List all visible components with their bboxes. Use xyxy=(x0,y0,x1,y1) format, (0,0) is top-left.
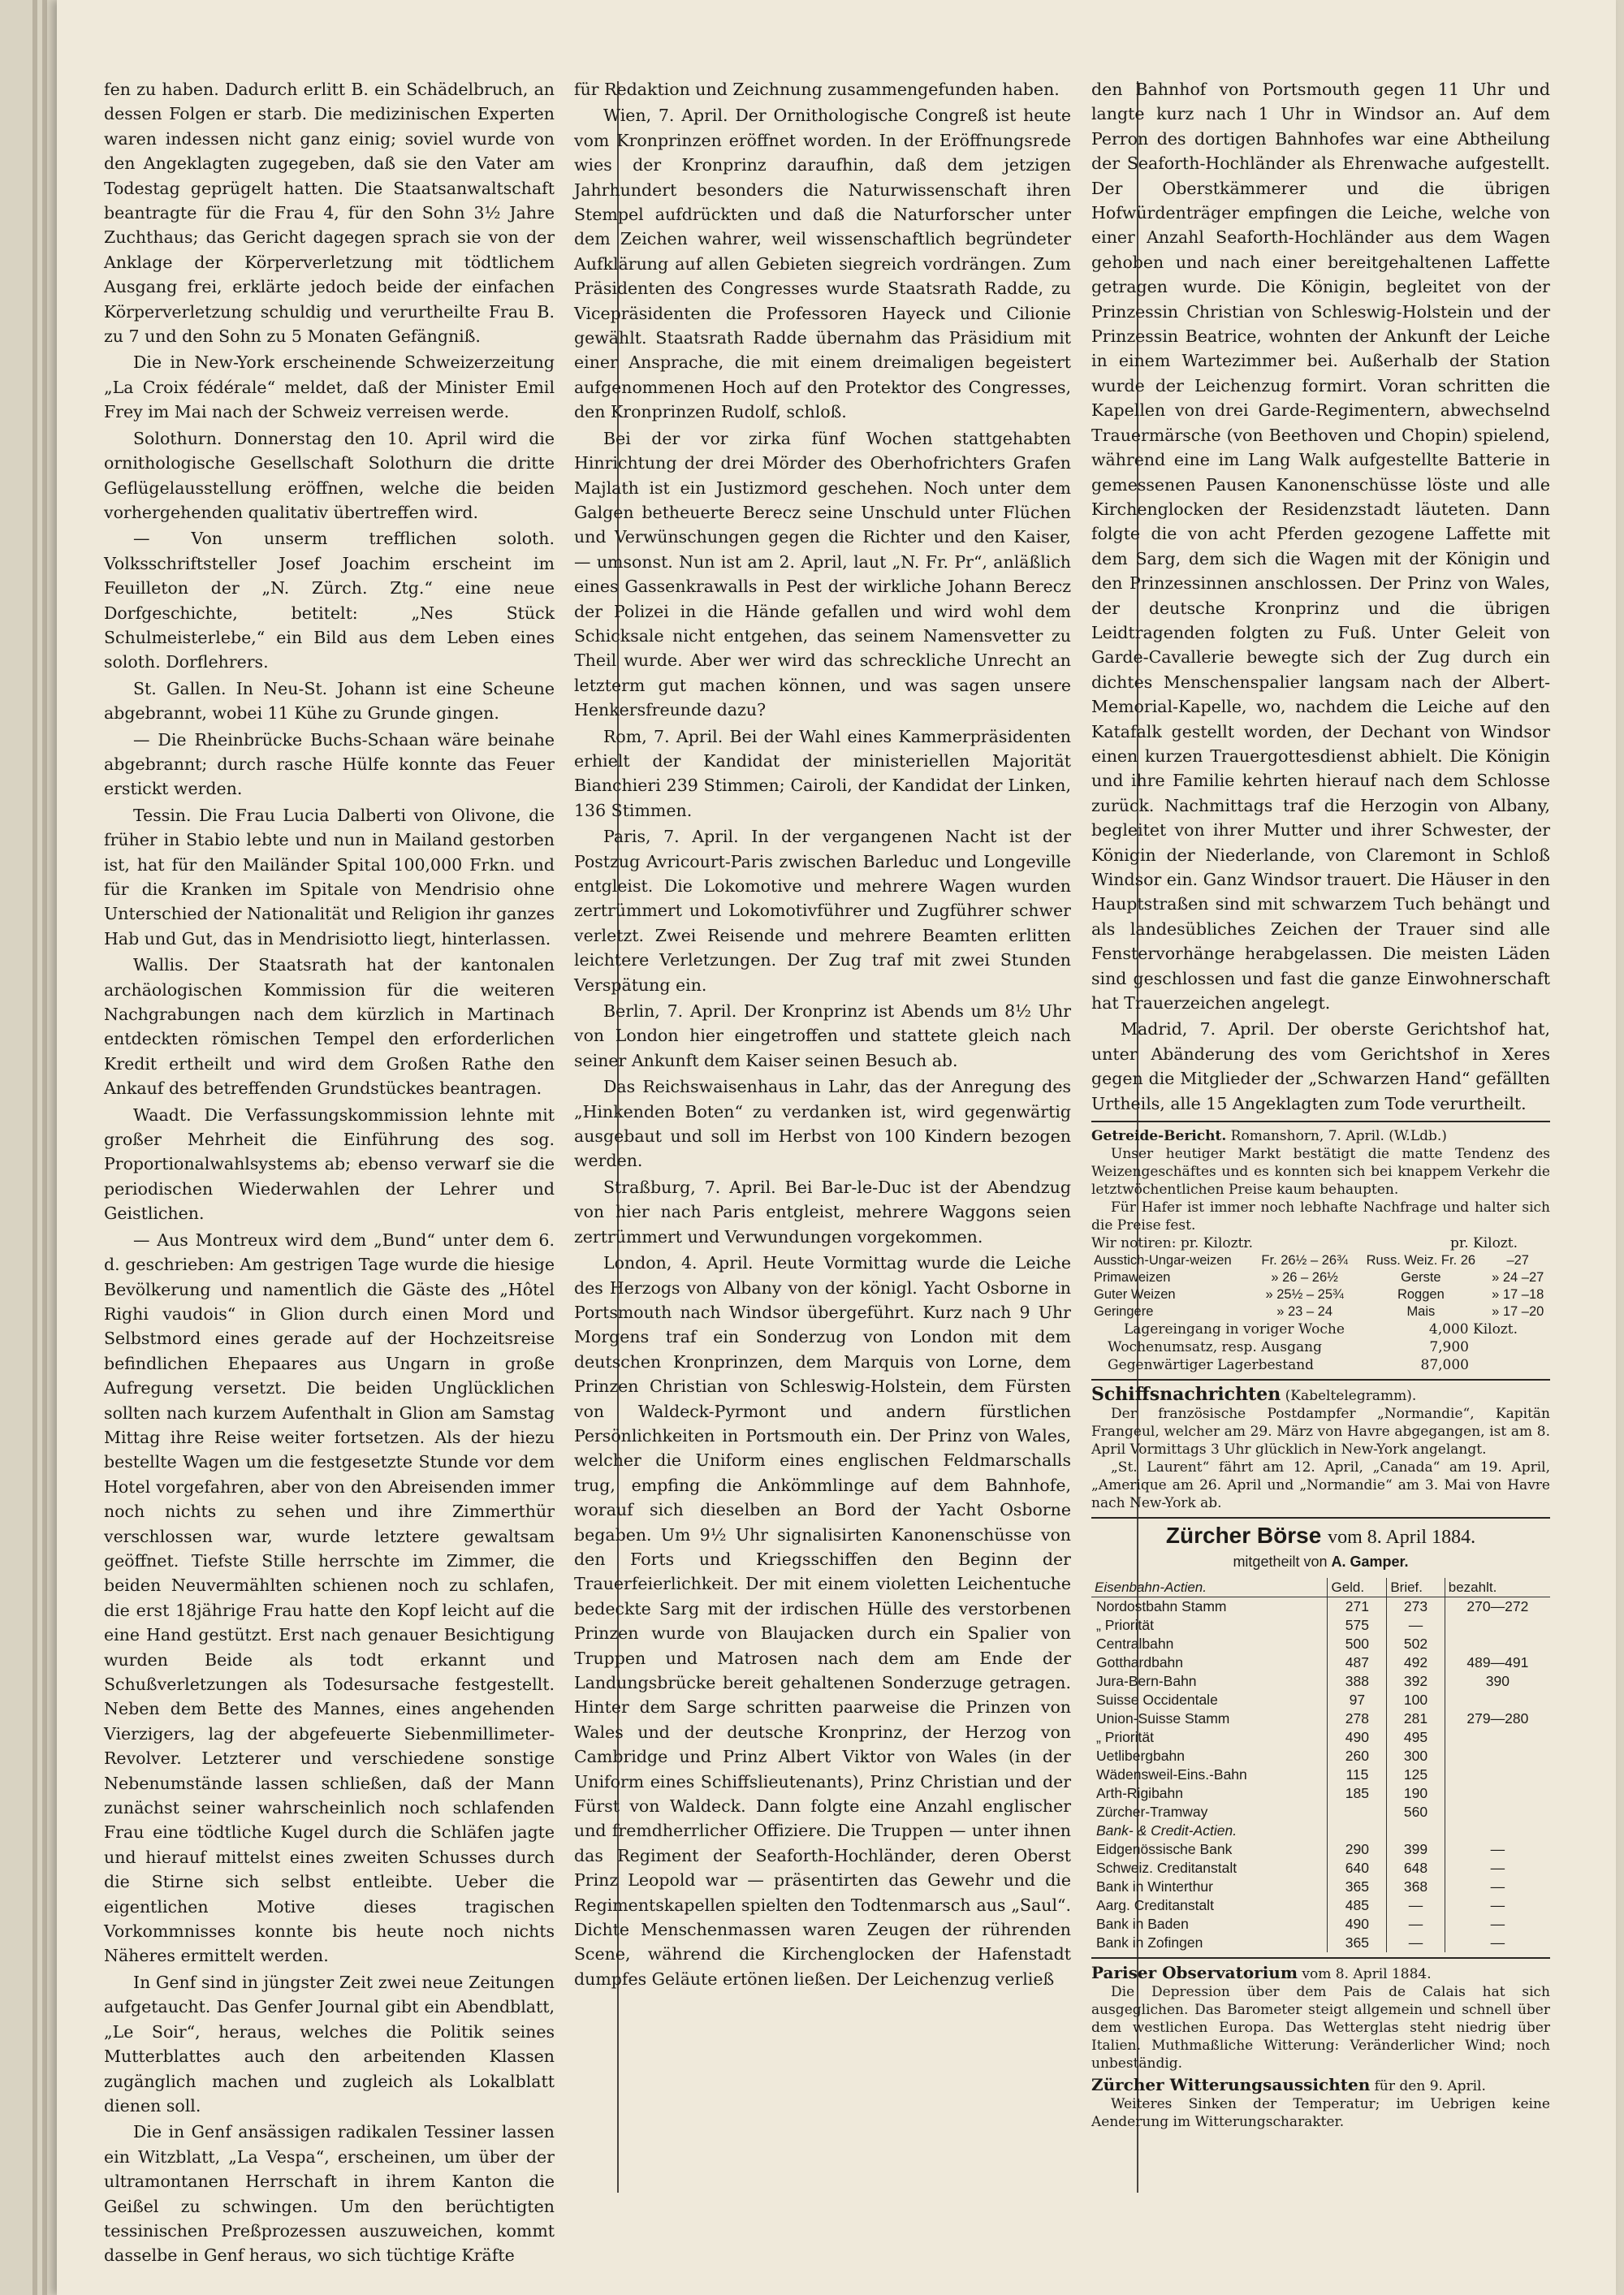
page-edge xyxy=(42,0,47,2295)
column-header: Brief. xyxy=(1387,1578,1445,1597)
table-row xyxy=(1091,1840,1550,1859)
table-cell: — xyxy=(1387,1915,1445,1934)
table-cell: 495 xyxy=(1387,1728,1445,1747)
table-cell: — xyxy=(1387,1896,1445,1915)
table-cell: 502 xyxy=(1387,1635,1445,1653)
table-cell: Wädensweil-Eins.-Bahn xyxy=(1096,1766,1247,1783)
table-cell: 260 xyxy=(1328,1747,1387,1766)
table-cell: 273 xyxy=(1387,1597,1445,1616)
table-cell: Jura-Bern-Bahn xyxy=(1096,1672,1197,1689)
table-row xyxy=(1091,1286,1550,1303)
table-cell xyxy=(1445,1616,1550,1635)
article-paragraph: — Die Rheinbrücke Buchs-Schaan wäre beinahe abgebrannt; durch rasche Hülfe konnte das Feuer erstickt werden. xyxy=(104,729,555,799)
table-cell: 489—491 xyxy=(1445,1653,1550,1672)
table-row xyxy=(1091,1303,1550,1320)
table-cell: » 26 – 26½ xyxy=(1271,1270,1338,1286)
table-cell: Fr. 26½ – 26¾ xyxy=(1261,1253,1348,1269)
table-cell: » 23 – 24 xyxy=(1276,1304,1333,1320)
article-paragraph: Wallis. Der Staatsrath hat der kantonalen archäologischen Kommission für die weiteren Nachgrabungen nach dem kürzlich in Martinach entdeckten römischen Tempel den erforderlichen Kredit ertheilt und wird dem Großen Rathe den Ankauf des betreffenden Grundstückes beantragen. xyxy=(104,955,555,1099)
section-divider xyxy=(1091,1121,1550,1122)
table-row xyxy=(1091,1784,1550,1803)
table-row xyxy=(1091,1803,1550,1822)
table-cell: — xyxy=(1445,1840,1550,1859)
observatory-date: vom 8. April 1884. xyxy=(1302,1965,1432,1982)
article-paragraph: Paris, 7. April. In der vergangenen Nacht ist der Postzug Avricourt-Paris zwischen Barleduc und Longeville entgleist. Die Lokomotive und mehrere Wagen wurden zertrümmert und Lokomotivführer und Zugführer schwer verletzt. Zwei Reisende und mehrere Beamten erlitten leichtere Verletzungen. Der Zug traf mit zwei Stunden Verspätung ein. xyxy=(574,827,1071,995)
table-cell: — xyxy=(1387,1934,1445,1952)
section-header: Bank- & Credit-Actien. xyxy=(1096,1822,1237,1839)
table-cell: Russ. Weiz. Fr. 26 xyxy=(1366,1253,1476,1269)
table-cell: 392 xyxy=(1387,1672,1445,1691)
article-paragraph: St. Gallen. In Neu-St. Johann ist eine Scheune abgebrannt, wobei 11 Kühe zu Grunde gingen. xyxy=(104,678,555,724)
article-paragraph: London, 4. April. Heute Vormittag wurde die Leiche des Herzogs von Albany von der königl. Yacht Osborne in Portsmouth nach Windsor übergeführt. Kurz nach 9 Uhr Morgens traf ein Sonderzug von London mit dem deutschen Kronprinzen, dem Marquis von Lorne, dem Prinzen Christian von Schleswig-Holstein, dem Fürsten von Waldeck-Pyrmont und andern fürstlichen Persönlichkeiten in Portsmouth ein. Der Prinz von Wales, welcher die Uniform eines englischen Feldmarschalls trug, empfing die Ankömmlinge auf dem Bahnhofe, worauf sich dieselben an Bord der Yacht Osborne begaben. Um 9½ Uhr signalisirten Kanonenschüsse von den Forts und Kriegsschiffen den Beginn der Trauerfeierlichkeit. Der mit einem violetten Leichentuche bedeckte Sarg mit der irdischen Hülle des verstorbenen Prinzen wurde von Blaujacken durch ein Spalier von Truppen und Matrosen nach dem am Ende der Landungsbrücke bereit gehaltenen Sonderzuge getragen. Hinter dem Sarge schritten paarweise die Prinzen von Wales und der deutsche Kronprinz, der Herzog von Cambridge und Prinz Albert Viktor von Wales (in der Uniform eines Schiffslieutenants), Prinz Christian und der Fürst von Waldeck. Dann folgte eine Anzahl englischer und fremdherrlicher Offiziere. Die Truppen — unter ihnen das Regiment der Seaforth-Hochländer, deren Oberst Prinz Leopold war — präsentirten das Gewehr und die Regimentskapellen spielten den Todtenmarsch aus „Saul“. Dichte Menschenmassen waren Zeugen der rührenden Scene, während die Kirchenglocken der Hafenstadt dumpfes Geläute ertönen ließen. Der Leichenzug verließ xyxy=(574,1253,1071,1989)
table-cell: Bank in Baden xyxy=(1096,1915,1189,1932)
table-cell: 492 xyxy=(1387,1653,1445,1672)
table-cell: » 17 –18 xyxy=(1492,1287,1544,1303)
article-paragraph: Die in New-York erscheinende Schweizerzeitung „La Croix fédérale“ meldet, daß der Minister Emil Frey im Mai nach der Schweiz verreisen werde. xyxy=(104,352,555,422)
bank-rows xyxy=(1091,1840,1550,1952)
table-cell: 485 xyxy=(1328,1896,1387,1915)
table-cell: Ausstich-Ungar-weizen xyxy=(1094,1253,1232,1269)
table-cell: Bank in Zofingen xyxy=(1096,1934,1203,1951)
table-row xyxy=(1091,1878,1550,1896)
article-paragraph: Solothurn. Donnerstag den 10. April wird die ornithologische Gesellschaft Solothurn die dritte Geflügelausstellung eröffnen, welche die beiden vorhergehenden qualitativ übertreffen wird. xyxy=(104,428,555,522)
lager-label: Lagereingang in voriger Woche xyxy=(1124,1321,1345,1338)
table-cell: 365 xyxy=(1328,1878,1387,1896)
article-paragraph: Bei der vor zirka fünf Wochen stattgehabten Hinrichtung der drei Mörder des Oberhofrichters Grafen Majlath ist ein Justizmord geschehen. Noch unter dem Galgen betheuerte Berecz seine Unschuld unter Flüchen und Verwünschungen gegen die Richter und den Kaiser, — umsonst. Nun ist am 2. April, laut „N. Fr. Pr“, anläßlich eines Gassenkrawalls in Pest der wirkliche Johann Berecz der Polizei in die Hände gefallen und wird wohl dem Schicksale nicht entgehen, das seinem Namensvetter zu Theil wurde. Aber wer wird das schreckliche Unrecht an letzterm gut machen können, und was sagen unsere Henkersfreunde dazu? xyxy=(574,428,1071,720)
table-row xyxy=(1091,1934,1550,1952)
table-cell: „ Priorität xyxy=(1096,1616,1154,1633)
section-divider xyxy=(1091,1957,1550,1959)
section-divider xyxy=(1091,1379,1550,1381)
table-cell xyxy=(1445,1784,1550,1803)
stock-exchange-author: A. Gamper. xyxy=(1331,1554,1409,1571)
table-cell: Primaweizen xyxy=(1094,1270,1171,1286)
article-paragraph: — Aus Montreux wird dem „Bund“ unter dem 6. d. geschrieben: Am gestrigen Tage wurde die hiesige Bevölkerung und namentlich die Gäste des „Hôtel Righi vaudois“ in Glion durch einen Mord und Selbstmord eines gerade auf der Hochzeitsreise befindlichen Ehepaares aus Ungarn in große Aufregung versetzt. Die beiden Unglücklichen sollten nach kurzem Aufenthalt in Glion am Samstag Mittag ihre Reise weiter fortsetzen. Als der hiezu bestellte Wagen um die festgesetzte Stunde vor dem Hotel vorgefahren, aber von den Abreisenden immer noch nichts zu sehen und ihre Zimmerthür verschlossen war, wurde letztere gewaltsam geöffnet. Tiefste Stille herrschte im Zimmer, die beiden Neuvermählten schienen noch zu schlafen, die erst 18jährige Frau hatte den Kopf leicht auf die eine Hand gestützt. Erst nach genauer Besichtigung wurden Beide als todt erkannt und Schußverletzungen als Todesursache festgestellt. Neben dem Bette des Mannes, eines angehenden Vierzigers, lag der abgefeuerte Siebenmillimeter-Revolver. Letzterer und verschiedene sonstige Nebenumstände lassen schließen, daß der Mann zunächst seiner wahrscheinlich noch schlafenden Frau eine tödtliche Kugel durch die Schläfen jagte und hierauf mittelst eines zweiten Schusses durch die Stirne sich selbst entleibte. Ueber die eigentlichen Motive dieses tragischen Vorkommnisses konnte bis heute noch nichts Näheres ermittelt werden. xyxy=(104,1230,555,1966)
grain-header-right: pr. Kilozt. xyxy=(1450,1235,1518,1252)
table-row xyxy=(1091,1653,1550,1672)
table-cell: 185 xyxy=(1328,1784,1387,1803)
article-paragraph: Das Reichswaisenhaus in Lahr, das der Anregung des „Hinkenden Boten“ zu verdanken ist, wird gegenwärtig ausgebaut und soll im Herbst von 100 Kindern bezogen werden. xyxy=(574,1077,1071,1171)
stock-exchange-date: vom 8. April 1884. xyxy=(1328,1527,1476,1549)
table-row xyxy=(1091,1635,1550,1653)
weather-date: für den 9. April. xyxy=(1374,2077,1486,2094)
grain-report-place: Romanshorn, 7. April. (W.Ldb.) xyxy=(1230,1128,1447,1145)
table-cell: 270—272 xyxy=(1445,1597,1550,1616)
grain-report-text: Unser heutiger Markt bestätigt die matte Tendenz des Weizengeschäftes und es konnten sich bei knappem Verkehr die letztwöchentlichen Preise kaum behaupten. xyxy=(1091,1146,1550,1199)
table-cell: Arth-Rigibahn xyxy=(1096,1784,1183,1801)
table-cell: » 24 –27 xyxy=(1492,1270,1544,1286)
section-divider xyxy=(1091,1517,1550,1519)
article-paragraph: — Von unserm trefflichen soloth. Volksschriftsteller Josef Joachim erscheint im Feuilleton der „N. Zürch. Ztg.“ eine neue Dorfgeschichte, betitelt: „Nes Stück Schulmeisterlebe,“ ein Bild aus dem Leben eines soloth. Dorflehrers. xyxy=(104,529,555,672)
column-1 xyxy=(104,77,555,2270)
table-cell: –27 xyxy=(1506,1253,1529,1269)
table-cell: 399 xyxy=(1387,1840,1445,1859)
table-cell: 278 xyxy=(1328,1709,1387,1728)
table-cell: Zürcher-Tramway xyxy=(1096,1803,1208,1820)
table-cell: Geringere xyxy=(1094,1304,1154,1320)
table-cell: » 25½ – 25¾ xyxy=(1265,1287,1344,1303)
article-paragraph: Tessin. Die Frau Lucia Dalberti von Olivone, die früher in Stabio lebte und nun in Mailand gestorben ist, hat für den Mailänder Spital 100,000 Frkn. und für die Kranken im Spitale von Mendrisio ohne Unterschied der Nationalität und Religion ihr ganzes Hab und Gut, das in Mendrisiotto liegt, hinterlassen. xyxy=(104,805,555,949)
column-header: bezahlt. xyxy=(1445,1578,1550,1597)
stock-exchange xyxy=(1091,1524,1550,1952)
table-cell: — xyxy=(1445,1859,1550,1878)
column-3 xyxy=(1091,77,1550,2131)
ship-news xyxy=(1091,1385,1550,1512)
table-cell: Roggen xyxy=(1397,1287,1445,1303)
table-cell: Centralbahn xyxy=(1096,1635,1174,1652)
table-cell: 390 xyxy=(1445,1672,1550,1691)
observatory-text: Die Depression über dem Pais de Calais hat sich ausgeglichen. Das Barometer steigt allgemein und schnell über dem westlichen Europa. Das Wetterglas steht niedrig über Italien. Muthmaßliche Witterung: Veränderlicher Wind; noch unbeständig. xyxy=(1091,1983,1550,2072)
article-paragraph: fen zu haben. Dadurch erlitt B. ein Schädelbruch, an dessen Folgen er starb. Die medizinischen Experten waren indessen nicht ganz einig; soviel wurde von den Angeklagten zugegeben, daß sie den Vater am Todestag geprügelt hatten. Die Staatsanwaltschaft beantragte für die Frau 4, für den Sohn 3½ Jahre Zuchthaus; das Gericht dagegen sprach sie von der Anklage der Körperverletzung mit tödtlichem Ausgang frei, erklärte jedoch beide der einfachen Körperverletzung schuldig und verurtheilte Frau B. zu 7 und den Sohn zu 5 Monaten Gefängniß. xyxy=(104,80,555,347)
table-cell: Uetlibergbahn xyxy=(1096,1747,1185,1764)
stock-rows xyxy=(1091,1597,1550,1822)
table-cell: 560 xyxy=(1387,1803,1445,1822)
lager-value: 4,000 Kilozt. xyxy=(1428,1321,1518,1338)
table-cell: Suisse Occidentale xyxy=(1096,1691,1218,1708)
table-cell: Bank in Winterthur xyxy=(1096,1878,1213,1895)
grain-header-left: Wir notiren: pr. Kiloztr. xyxy=(1091,1235,1254,1252)
column-header: Eisenbahn-Actien. xyxy=(1091,1578,1328,1597)
table-cell: 279—280 xyxy=(1445,1709,1550,1728)
table-cell xyxy=(1328,1803,1387,1822)
table-cell: 290 xyxy=(1328,1840,1387,1859)
table-cell xyxy=(1445,1635,1550,1653)
table-row xyxy=(1091,1822,1550,1840)
article-paragraph: Straßburg, 7. April. Bei Bar-le-Duc ist der Abendzug von hier nach Paris entgleist, mehrere Waggons seien zertrümmert und Verwundungen vorgekommen. xyxy=(574,1177,1071,1247)
table-cell: Schweiz. Creditanstalt xyxy=(1096,1859,1237,1876)
article-paragraph: In Genf sind in jüngster Zeit zwei neue Zeitungen aufgetaucht. Das Genfer Journal gibt ein Abendblatt, „Le Soir“, heraus, welches die Politik seines Mutterblattes auch den arbeitenden Klassen zugänglich machen und zugleich als Lokalblatt dienen soll. xyxy=(104,1972,555,2116)
grain-report xyxy=(1091,1127,1550,1374)
table-cell: Guter Weizen xyxy=(1094,1287,1176,1303)
column-header: Geld. xyxy=(1328,1578,1387,1597)
table-row xyxy=(1091,1728,1550,1747)
grain-report-text: Für Hafer ist immer noch lebhafte Nachfrage und halter sich die Preise fest. xyxy=(1091,1199,1550,1234)
table-row xyxy=(1091,1915,1550,1934)
lager-value: 7,900 xyxy=(1429,1339,1469,1356)
article-paragraph: Die in Genf ansässigen radikalen Tessiner lassen ein Witzblatt, „La Vespa“, erscheinen, um über der ultramontanen Herrschaft in ihrem Kanton die Geißel zu schwingen. Um den berüchtigten tessinischen Preßprozessen auszuweichen, kommt dasselbe in Genf heraus, wo sich tüchtige Kräfte xyxy=(104,2122,555,2266)
table-cell: Mais xyxy=(1406,1304,1436,1320)
table-row xyxy=(1091,1597,1550,1616)
ship-news-subtitle: (Kabeltelegramm). xyxy=(1285,1388,1417,1405)
table-row xyxy=(1091,1269,1550,1286)
table-cell: 368 xyxy=(1387,1878,1445,1896)
table-cell: 115 xyxy=(1328,1766,1387,1784)
stock-exchange-title: Zürcher Börse xyxy=(1165,1523,1322,1549)
table-cell: 365 xyxy=(1328,1934,1387,1952)
table-row xyxy=(1091,1896,1550,1915)
article-paragraph: Waadt. Die Verfassungskommission lehnte mit großer Mehrheit die Einführung des sog. Proportionalwahlsystems ab; ebenso verwarf sie die periodischen Wiederwahlen der Lehrer und Geistlichen. xyxy=(104,1104,555,1224)
table-row xyxy=(1091,1672,1550,1691)
table-cell: 575 xyxy=(1328,1616,1387,1635)
table-row xyxy=(1091,1691,1550,1709)
table-cell: 648 xyxy=(1387,1859,1445,1878)
table-cell xyxy=(1445,1803,1550,1822)
lager-label: Wochenumsatz, resp. Ausgang xyxy=(1108,1339,1322,1356)
ship-news-title: Schiffsnachrichten xyxy=(1091,1384,1281,1406)
stock-exchange-sub: mitgetheilt von xyxy=(1233,1554,1328,1571)
table-cell: 97 xyxy=(1328,1691,1387,1709)
table-cell xyxy=(1445,1766,1550,1784)
table-header-row xyxy=(1091,1578,1550,1597)
table-row xyxy=(1091,1859,1550,1878)
weather-title: Zürcher Witterungsaussichten xyxy=(1091,2074,1371,2094)
table-cell: 190 xyxy=(1387,1784,1445,1803)
table-cell: — xyxy=(1445,1934,1550,1952)
table-cell: — xyxy=(1445,1915,1550,1934)
table-cell xyxy=(1445,1728,1550,1747)
article-paragraph: für Redaktion und Zeichnung zusammengefunden haben. xyxy=(574,80,1060,99)
table-cell: 300 xyxy=(1387,1747,1445,1766)
stock-table xyxy=(1091,1578,1550,1952)
table-cell: 125 xyxy=(1387,1766,1445,1784)
table-cell: — xyxy=(1387,1616,1445,1635)
lager-value: 87,000 xyxy=(1420,1357,1469,1374)
weather-text: Weiteres Sinken der Temperatur; im Uebrigen keine Aenderung im Witterungscharakter. xyxy=(1091,2095,1550,2130)
table-cell: 388 xyxy=(1328,1672,1387,1691)
table-cell: Aarg. Creditanstalt xyxy=(1096,1896,1214,1913)
article-paragraph: Berlin, 7. April. Der Kronprinz ist Abends um 8½ Uhr von London hier eingetroffen und stattete gleich nach seiner Ankunft dem Kaiser seinen Besuch ab. xyxy=(574,1001,1071,1070)
table-cell: 500 xyxy=(1328,1635,1387,1653)
lager-label: Gegenwärtiger Lagerbestand xyxy=(1108,1357,1315,1374)
table-cell xyxy=(1445,1691,1550,1709)
table-cell xyxy=(1445,1747,1550,1766)
table-cell: — xyxy=(1445,1896,1550,1915)
table-cell: 490 xyxy=(1328,1728,1387,1747)
table-row xyxy=(1091,1747,1550,1766)
table-cell: Nordostbahn Stamm xyxy=(1096,1597,1227,1614)
table-row xyxy=(1091,1616,1550,1635)
table-cell: Union-Suisse Stamm xyxy=(1096,1709,1230,1727)
ship-news-text: „St. Laurent“ fährt am 12. April, „Canada“ am 19. April, „Amerique am 26. April und „Normandie“ am 3. Mai von Havre nach New-York ab. xyxy=(1091,1459,1550,1512)
table-cell: 490 xyxy=(1328,1915,1387,1934)
table-cell: Gerste xyxy=(1401,1270,1441,1286)
grain-report-title: Getreide-Bericht. xyxy=(1091,1128,1227,1145)
table-cell: 640 xyxy=(1328,1859,1387,1878)
table-cell: — xyxy=(1445,1878,1550,1896)
table-row xyxy=(1091,1766,1550,1784)
grain-price-table xyxy=(1091,1252,1550,1320)
article-paragraph: Rom, 7. April. Bei der Wahl eines Kammerpräsidenten erhielt der Kandidat der ministeriellen Majorität Bianchieri 239 Stimmen; Cairoli, der Kandidat der Linken, 136 Stimmen. xyxy=(574,726,1071,820)
table-cell: » 17 –20 xyxy=(1492,1304,1544,1320)
page-edge xyxy=(32,0,37,2295)
observatory-report xyxy=(1091,1964,1550,2072)
table-cell: 281 xyxy=(1387,1709,1445,1728)
table-cell: 271 xyxy=(1328,1597,1387,1616)
table-row xyxy=(1091,1252,1550,1269)
column-2 xyxy=(574,77,1071,1993)
ship-news-text: Der französische Postdampfer „Normandie“, Kapitän Frangeul, welcher am 29. März von Havre abgegangen, ist am 8. April Vormittags 3 Uhr glücklich in New-York angelangt. xyxy=(1091,1406,1550,1459)
table-cell: 487 xyxy=(1328,1653,1387,1672)
table-cell: „ Priorität xyxy=(1096,1728,1154,1745)
article-paragraph: den Bahnhof von Portsmouth gegen 11 Uhr und langte kurz nach 1 Uhr in Windsor an. Auf dem Perron des dortigen Bahnhofes war eine Abtheilung der Seaforth-Hochländer als Ehrenwache aufgestellt. Der Oberstkämmerer und die übrigen Hofwürdenträger empfingen die Leiche, welche von einer Anzahl Seaforth-Hochländer aus dem Wagen gehoben und nach einer bereitgehaltenen Laffette getragen wurde. Die Königin, begleitet von der Prinzessin Christian von Schleswig-Holstein und der Prinzessin Beatrice, wohnten der Ankunft der Leiche in einem Wartezimmer bei. Außerhalb der Station wurde der Leichenzug formirt. Voran schritten die Kapellen von drei Garde-Regimentern, abwechselnd Trauermärsche (von Beethoven und Chopin) spielend, während eine im Lang Walk aufgestellte Batterie in gemessenen Pausen Kanonenschüsse löste und alle Kirchenglocken der Residenzstadt läuteten. Dann folgte die von acht Pferden gezogene Laffette mit dem Sarg, dem sich die Wagen mit der Königin und den Prinzessinnen anschlossen. Der Prinz von Wales, der deutsche Kronprinz und die übrigen Leidtragenden folgten zu Fuß. Unter Geleit von Garde-Cavallerie bewegte sich der Zug durch ein dichtes Menschenspalier langsam nach der Albert-Memorial-Kapelle, wo, nachdem die Leiche auf den Katafalk gestellt worden, der Dechant von Windsor einen kurzen Trauergottesdienst abhielt. Die Königin und ihre Familie kehrten hierauf nach dem Schlosse zurück. Nachmittags traf die Herzogin von Albany, begleitet von ihrer Mutter und ihrer Schwester, der Königin der Niederlande, von Claremont in Schloß Windsor ein. Ganz Windsor trauert. Die Häuser in den Hauptstraßen sind mit schwarzem Tuch behängt und als landesübliches Zeichen der Trauer sind alle Fenstervorhänge herabgelassen. Die meisten Läden sind geschlossen und fast die ganze Einwohnerschaft hat Trauerzeichen angelegt. xyxy=(1091,80,1550,1014)
table-cell: 100 xyxy=(1387,1691,1445,1709)
table-row xyxy=(1091,1709,1550,1728)
table-cell: Eidgenössische Bank xyxy=(1096,1840,1233,1857)
observatory-title: Pariser Observatorium xyxy=(1091,1962,1298,1982)
article-paragraph: Wien, 7. April. Der Ornithologische Congreß ist heute vom Kronprinzen eröffnet worden. In der Eröffnungsrede wies der Kronprinz daraufhin, daß dem jetzigen Jahrhundert besonders die Naturwissenschaft ihren Stempel aufdrückten und daß die Naturforscher unter dem Zeichen wahrer, weil wissenschaftlich begründeter Aufklärung auf allen Gebieten siegreich vordrängen. Zum Präsidenten des Congresses wurde Staatsrath Radde, zu Vicepräsidenten die Professoren Hayeck und Cilionie gewählt. Staatsrath Radde übernahm das Präsidium mit einer Ansprache, die mit einem dreimaligen begeistert aufgenommenen Hoch auf den Protektor des Congresses, den Kronprinzen Rudolf, schloß. xyxy=(574,106,1071,422)
weather-forecast xyxy=(1091,2076,1550,2131)
table-cell: Gotthardbahn xyxy=(1096,1653,1184,1670)
article-paragraph: Madrid, 7. April. Der oberste Gerichtshof hat, unter Abänderung des vom Gerichtshof in Xeres gegen die Mitglieder der „Schwarzen Hand“ gefällten Urtheils, alle 15 Angeklagten zum Tode verurtheilt. xyxy=(1091,1019,1550,1113)
